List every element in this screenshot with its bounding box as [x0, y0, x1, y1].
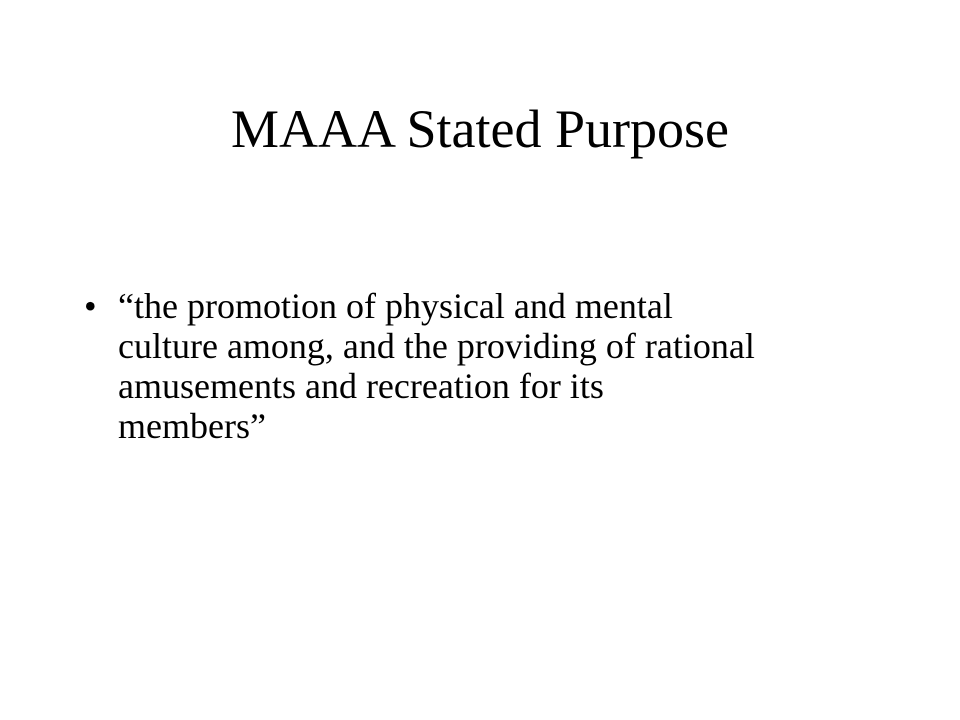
- bullet-text: [118, 286, 878, 446]
- slide-title: MAAA Stated Purpose: [231, 99, 729, 159]
- bullet-line-1: “the promotion of physical and mental: [118, 286, 673, 326]
- bullet-line-4: members”: [118, 406, 266, 446]
- bullet-line-2: culture among, and the providing of rational: [118, 326, 755, 366]
- bullet-marker: •: [84, 286, 97, 326]
- bullet-item: [84, 286, 884, 446]
- bullet-line-3: amusements and recreation for its: [118, 366, 604, 406]
- bullet-list: [84, 286, 884, 446]
